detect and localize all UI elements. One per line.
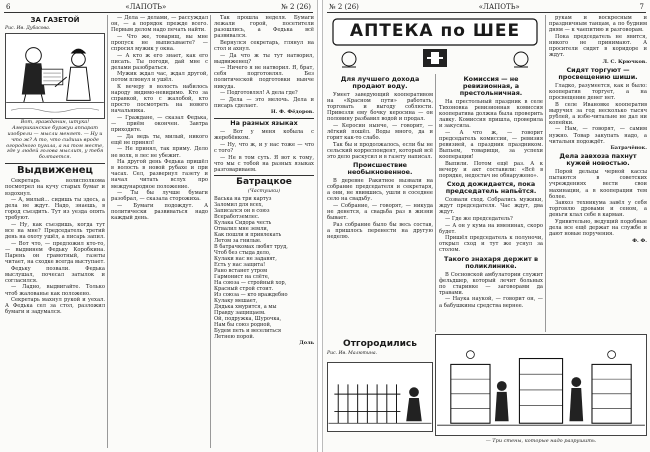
article-paragraph: Пока председатель не явится, никого не принимают. А просители сидят в коридоре и ждут. xyxy=(549,33,647,59)
article-title-voda: Для лучшего дохода продают воду. xyxy=(340,75,420,90)
article-title-proisshestvie: Происшествие необыкновенное. xyxy=(347,161,413,177)
article-signature: Л. С. Крючков. xyxy=(602,58,647,65)
right-page-number: 7 xyxy=(639,3,644,11)
article-paragraph: Гладко, разумеется, как и было: кооператив торгует, а на просвещение денег нет. xyxy=(549,82,647,101)
poem-line: Кулака Сидора честь xyxy=(214,219,272,226)
cartoon-caption: — Три стены, которые надо разрушить. xyxy=(485,438,597,444)
article-paragraph: — А он у кума на именинах, скоро будет. xyxy=(439,222,543,235)
article-paragraph: Порой дельцы черной кассы пытаются в советских учреждениях вести свои махинации, а в кооперации тем более. xyxy=(549,169,647,200)
article-paragraph: В селе Ивановке кооператив выручил за год несколько тысяч рублей, а избе-читальне не дал ни копейки. xyxy=(549,101,647,126)
poem-line: Летом за гнилые. xyxy=(214,237,262,244)
article-paragraph: Раз собрание было бы весь состав, а пришлось перенести на другую неделю. xyxy=(327,221,433,240)
poem-line: Из союза — кто враждебно xyxy=(214,291,288,298)
article-paragraph: — Подготовлял! А дела где? xyxy=(220,90,298,97)
article-paragraph: — Да что ж ты тут натворил, выдвиженец? xyxy=(214,52,314,65)
section-title-za-gazetoy: ЗА ГАЗЕТОЙ xyxy=(30,16,80,24)
poem-line: Кулаку мешает, xyxy=(214,297,258,304)
poem-line: Гармонист на слёте, xyxy=(214,273,270,280)
poem-line: Рано встанет утром xyxy=(214,267,268,274)
article-paragraph: Так прошла неделя. Бумаги лежали горой, посетители разошлись, а Федька всё развивался. xyxy=(214,15,314,40)
right-issue-number: № 2 (26) xyxy=(329,3,359,11)
article-signature: Ф. Ф. xyxy=(632,237,647,244)
poem-title-batratskoe: Батрацкое xyxy=(236,176,292,187)
left-issue-number: № 2 (26) xyxy=(281,3,311,11)
poem-line: Как пошли и привлекать xyxy=(214,231,282,238)
left-column-1 xyxy=(5,15,105,448)
article-paragraph: На другой день Федька пришёл в волость в новой рубахе и при часах. Сел, развернул газету и начал читать вслух про международное положение. xyxy=(111,159,208,190)
article-paragraph: — Бумаги подождут. А политически развиваться надо каждый день. xyxy=(111,202,208,221)
cartoon-three-walls xyxy=(435,334,647,436)
otgorodilis-heading-block xyxy=(327,338,433,357)
article-paragraph: — А, милый… сидишь ты здесь, а дела не ждут. Надо, знаешь, в город съездить. Тут из уезда опять требуют. xyxy=(5,197,105,222)
right-column-2 xyxy=(435,74,543,332)
article-paragraph: — Наука наукой, — говорит он, — а бабушкины средства вернее. xyxy=(439,296,543,309)
poem-line: В батрачкомах любят труд, xyxy=(214,243,288,250)
apteka-masthead-block xyxy=(327,15,543,71)
cartoon-newspaper-readers xyxy=(5,33,105,119)
article-paragraph: — Где же председатель? xyxy=(445,216,513,222)
article-paragraph: — Ничего я не натворил. Я, брат, себя подготовлял. Без политической подготовки нынче никуда. xyxy=(214,65,314,90)
article-paragraph: — Ладно, выдвигайте. Только чтоб жалованье как положено. xyxy=(5,284,105,297)
poem-line: Летнею порой. xyxy=(214,333,255,340)
right-magazine-title: «ЛАПОТЬ» xyxy=(478,3,520,11)
article-paragraph: Умеет заведующий кооперативом на «Красном пути» работать, торговать и выгоду соблюсти. Привезли ему бочку керосина — он половину разбавил водой и продал. xyxy=(327,92,433,123)
article-paragraph: — Ну, как съездишь, когда тут все на мне? Председатель третий день на охоту ушёл, а писарь запил. xyxy=(5,221,105,241)
article-paragraph: Мужик ждал час, ждал другой, потом плюнул и ушёл. xyxy=(111,71,208,84)
article-paragraph: Выпили. Потом ещё раз. А к вечеру и акт составили: «Всё в порядке, недостач не обнаружено». xyxy=(439,160,543,180)
poem-line: Нам бы союз родной, xyxy=(214,321,272,328)
left-column-3 xyxy=(210,15,314,448)
right-header-rule xyxy=(327,12,646,13)
article-title-sidyat-torguyut: Сидят торгуют — просвещению шиши. xyxy=(558,65,638,81)
right-column-1-bottom xyxy=(327,362,433,448)
masthead-title: АПТЕКА по ШЕЕ xyxy=(349,21,521,41)
fence-cartoon-icon xyxy=(328,363,432,431)
article-paragraph: — Граждане, — сказал Федька, — приём окончен. Завтра приходите. xyxy=(111,115,208,134)
left-magazine-title: «ЛАПОТЬ» xyxy=(125,3,167,11)
poem-line: Чтоб без стыда дело, xyxy=(214,249,271,256)
article-title-komissiya: Комиссия — не ревизионная, а престольничная. xyxy=(459,75,523,97)
article-paragraph: На престольный праздник в селе Тихоновка ревизионная комиссия кооператива должна была проверить лавку. Комиссия пришла, проверила и закусила. xyxy=(439,99,543,130)
cartoon-walls-drawing-icon xyxy=(436,335,646,435)
poem-line: Отвалил мне земли, xyxy=(214,225,269,232)
right-column-3 xyxy=(545,15,647,332)
left-header-rule xyxy=(4,12,313,13)
right-running-header xyxy=(323,2,650,12)
article-title-zavhoz: Дела завхоза пахнут кужей новостью. xyxy=(559,152,637,168)
divider xyxy=(5,163,105,164)
dialogue-line: — Не в том суть. Я вот к тому, что мы с тобой на разных языках разговариваем. xyxy=(214,154,314,173)
poem-line: Записался он в союз xyxy=(214,207,270,214)
poem-line: На союза — стройный хор, xyxy=(214,279,287,286)
article-paragraph: — Вот что, — предложил кто-то, — выдвинем Федьку Коробкина. Парень он грамотный, газеты читает, на сходке всегда выступает. xyxy=(5,240,105,266)
article-paragraph: — Нам, — говорят, — самим нужно. Товар закупать надо, а читальня подождёт. xyxy=(549,126,647,145)
article-paragraph: — Да ведь ты, милый, никого ещё не принял! xyxy=(111,133,208,146)
left-running-header xyxy=(0,2,317,12)
poem-line: Дядька хмурится, а мы xyxy=(214,303,277,310)
article-paragraph: Пришёл председатель к полуночи, открыл сход и тут же уснул за столом. xyxy=(439,235,543,254)
article-paragraph: — Керосин нынче, — говорит, — лёгкий пошёл. Воды много, да и горит как-то слабо. xyxy=(327,122,433,142)
divider xyxy=(214,175,314,176)
article-paragraph: Вернулся секретарь, глянул на стол и ахнул. xyxy=(214,39,314,52)
article-paragraph: В Сосновской амбулатории служит фельдшер, который лечит больных по старинке — заговорами да травами. xyxy=(439,271,543,296)
article-paragraph: Федьку позвали. Федька выслушал, почесал затылок и согласился. xyxy=(5,265,105,284)
dialogue-line: — Вот у меня кобыла с жеребёнком. xyxy=(214,129,314,142)
poem-body xyxy=(214,196,314,340)
article-paragraph: Так бы и продолжалось, если бы не сельский корреспондент, который всё это дело раскусил и в газету написал. xyxy=(327,141,433,160)
article-paragraph: — Что же, товарищ, вы мне пропуск не выписываете? — спросил мужик у окна. xyxy=(111,33,208,52)
article-paragraph: — А кто ж его знает, как его писать. Ты погоди, дай мне с делами разобраться. xyxy=(111,52,208,71)
article-paragraph: Секретарь волисполкома посмотрел на кучу старых бумаг и вздохнул. xyxy=(5,178,105,197)
poem-line: Будем петь и веселиться xyxy=(214,327,282,334)
article-signature: Батрачёнок. xyxy=(610,145,647,152)
poem-signature: Доль xyxy=(299,339,314,346)
poem-line: Заломил для всех, xyxy=(214,201,264,208)
article-paragraph: — Собрание, — говорят, — никуда не денется, а свадьба раз в жизни бывает. xyxy=(327,202,433,222)
article-paragraph: Удивительно, ведущий подобные дела все ещё держат на службе и дают новые поручения. xyxy=(549,219,647,238)
article-paragraph: Завхоз техникума завёл у себя торговлю дровами и сеном, а деньги клал себе в карман. xyxy=(549,200,647,219)
poem-line: Есть у нас защита! xyxy=(214,261,266,268)
article-paragraph: Секретарь махнул рукой и уехал. А Федька сел за стол, разложил бумаги и задумался. xyxy=(5,297,105,316)
article-paragraph: рукам и воскресным и праздничным танцам, а по будним дням — к чаепитию и разговорам. xyxy=(549,15,647,34)
article-paragraph: К вечеру в волость набилось народу видимо-невидимо. Кто за справкой, кто с жалобой, кто просто посмотреть на нового начальника. xyxy=(111,84,208,115)
poem-line: Васька на три картуз xyxy=(214,195,272,202)
article-title-vydvizhenets: Выдвиженец xyxy=(17,164,93,176)
article-title-shod: Сход дожидается, пока председатель напьётся. xyxy=(445,180,537,196)
poem-line: Правду защищаем. xyxy=(214,309,266,316)
cartoon-fenced-off xyxy=(327,362,433,432)
article-paragraph: — Ты бы лучше бумаги разобрал, — сказала сторожиха. xyxy=(111,190,208,203)
poem-line: Красный строй стоит. xyxy=(214,285,274,292)
article-paragraph: — А что ж, — говорит председатель комиссии, — ревизия ревизией, а праздник праздником. Выпьем, товарищи, за успехи кооперации! xyxy=(439,129,543,161)
right-page xyxy=(322,0,650,452)
divider xyxy=(214,118,314,119)
poem-line: Кулаки нас не задавят, xyxy=(214,255,277,262)
left-page xyxy=(0,0,318,452)
poem-line: Ой, подружка, Шурочка, xyxy=(214,315,282,322)
cartoon-credit: Рис. Ив. Малютина. xyxy=(327,351,378,357)
poem-subtitle: (Частушки) xyxy=(247,188,281,195)
cartoon-drawing-icon xyxy=(6,34,104,118)
cartoon-caption: Вот, гражданин, штука! Американские буржуи аппарат изобрели — мысли меняет. — Ну и что ж? А то, что сидишь вроде огородного пугала, а на том месте, где у людей голова мыслит, у тебя болтается. xyxy=(6,119,104,161)
cartoon-credit: Рис. Ив. Дубасова. xyxy=(5,26,51,32)
dialogue-line: — Ну, что ж, и у нас тоже — что с того? xyxy=(214,141,314,155)
article-paragraph: — Дела — делами, — рассуждал он, — а порядок прежде всего. Первым делом надо печать найти. xyxy=(111,15,208,34)
section-title-na-raznyh-yazykah: На разных языках xyxy=(230,119,298,128)
poem-line: Всеработземлес. xyxy=(214,213,260,220)
left-column-2 xyxy=(107,15,208,448)
article-paragraph: — Не принял, так приму. Дело не волк, в лес не убежит. xyxy=(111,146,208,159)
article-paragraph: Созвали сход. Собрались мужики, ждут председателя. Час ждут, два ждут. xyxy=(439,197,543,216)
article-paragraph: — Дела — это мелочь. Дела и писарь сделает. xyxy=(214,96,314,109)
article-title-otgorodilis: Отгородились xyxy=(343,339,417,349)
article-paragraph: В деревне Ракитное вызвали на собрание председателя и секретаря, а они, не явившись, ушли в соседнее село на свадьбу. xyxy=(327,178,433,203)
article-title-znahar: Такого знахаря держит в поликлинике. xyxy=(443,254,538,270)
left-page-number: 6 xyxy=(6,3,11,11)
article-signature: Н. Ф. Фёдоров. xyxy=(270,109,314,116)
